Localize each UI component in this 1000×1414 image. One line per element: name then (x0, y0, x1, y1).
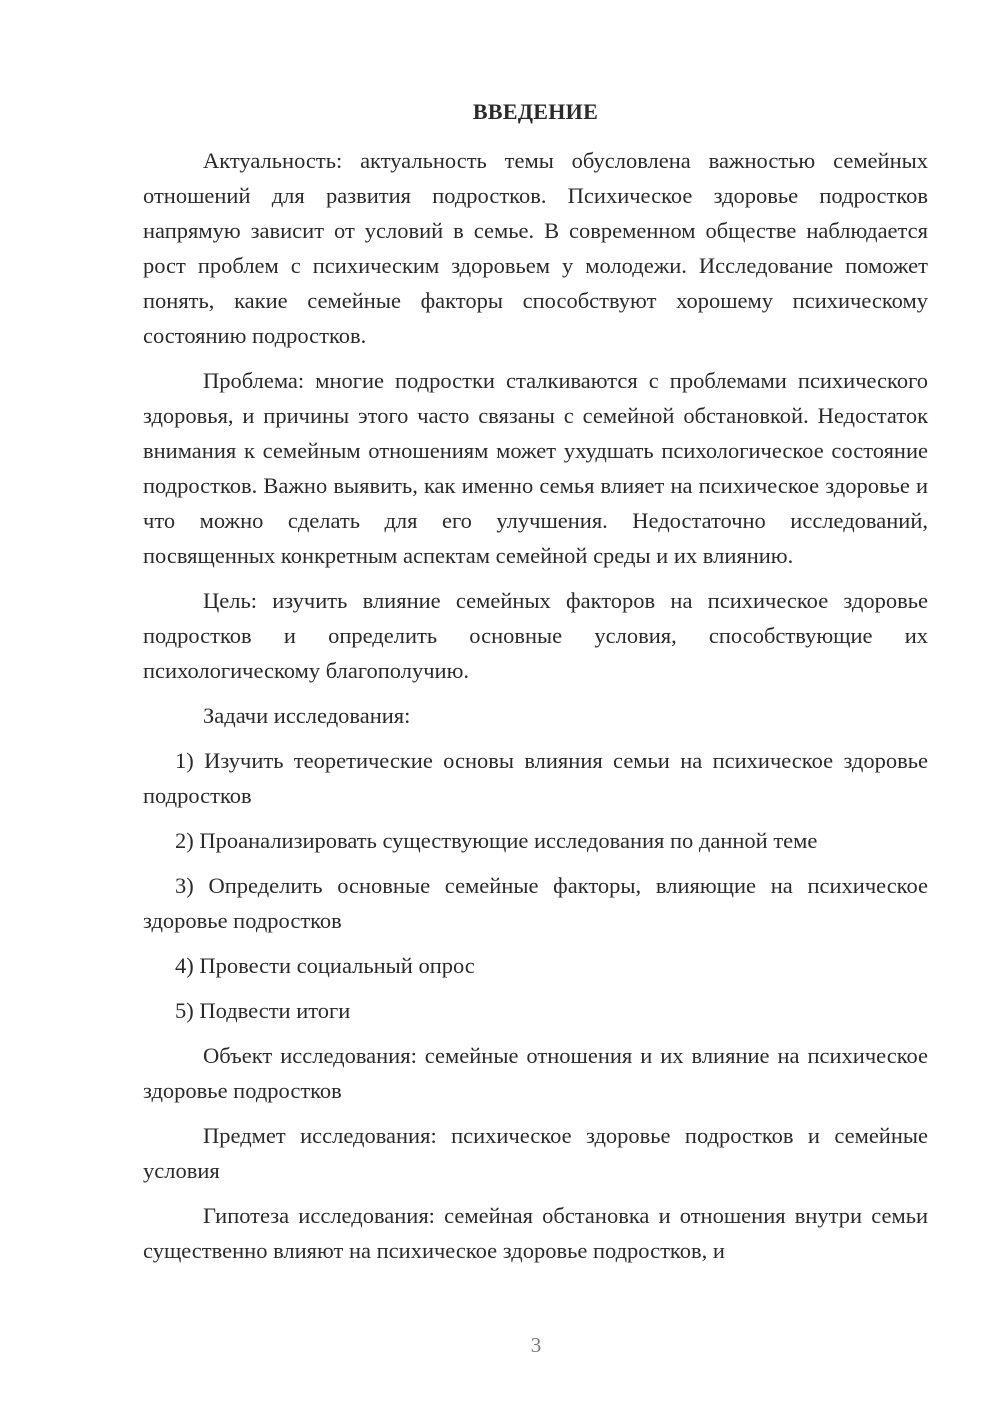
list-item: 5) Подвести итоги (175, 998, 351, 1023)
page-content (143, 94, 928, 1268)
problem-paragraph: Проблема: многие подростки сталкиваются с проблемами психического здоровья, и причины этого часто связаны с семейной обстановкой. Недостаток внимания к семейным отношениям может ухудшать психологическое состояние подростков. Важно выявить, как именно семья влияет на психическое здоровье и что можно сделать для его улучшения. Недостаточно исследований, посвященных конкретным аспектам семейной среды и их влиянию. (143, 368, 928, 568)
page-number: 3 (530, 1333, 542, 1357)
list-item: 2) Проанализировать существующие исследования по данной теме (175, 828, 818, 853)
hypothesis-paragraph: Гипотеза исследования: семейная обстановка и отношения внутри семьи существенно влияют на психическое здоровье подростков, и (143, 1203, 928, 1263)
goal-paragraph: Цель: изучить влияние семейных факторов на психическое здоровье подростков и определить основные условия, способствующие их психологическому благополучию. (143, 588, 928, 683)
page-title: ВВЕДЕНИЕ (472, 99, 599, 124)
list-item: 4) Провести социальный опрос (175, 953, 475, 978)
subject-paragraph: Предмет исследования: психическое здоровье подростков и семейные условия (143, 1123, 928, 1183)
relevance-paragraph: Актуальность: актуальность темы обусловлена важностью семейных отношений для развития подростков. Психическое здоровье подростков напрямую зависит от условий в семье. В современном обществе наблюдается рост проблем с психическим здоровьем у молодежи. Исследование поможет понять, какие семейные факторы способствуют хорошему психическому состоянию подростков. (143, 148, 928, 348)
list-item: 1) Изучить теоретические основы влияния семьи на психическое здоровье подростков (143, 748, 928, 808)
tasks-heading: Задачи исследования: (203, 703, 411, 728)
tasks-list (143, 743, 928, 1028)
object-paragraph: Объект исследования: семейные отношения и их влияние на психическое здоровье подростков (143, 1043, 928, 1103)
list-item: 3) Определить основные семейные факторы, влияющие на психическое здоровье подростков (143, 873, 928, 933)
